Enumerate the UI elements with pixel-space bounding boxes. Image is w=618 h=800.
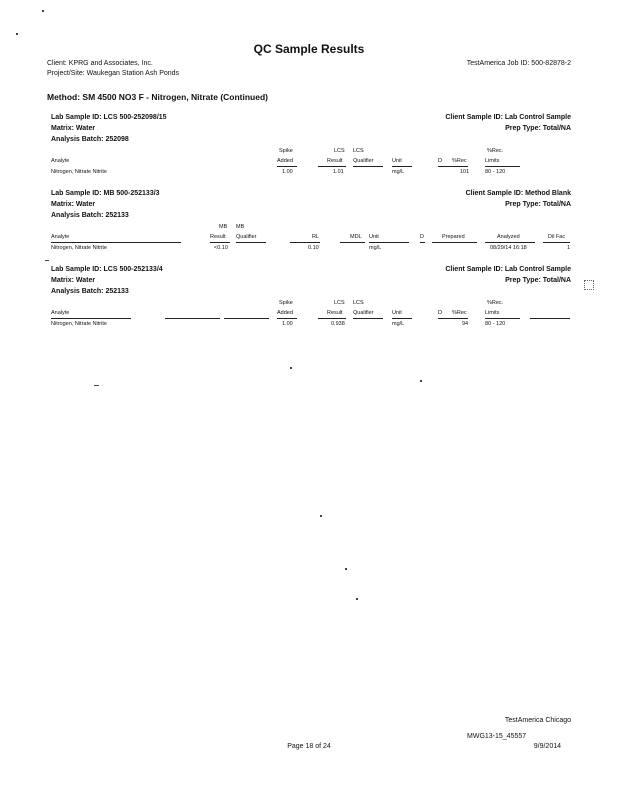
header-lcs-2: LCS [353, 300, 364, 306]
col-qualifier: Qualifier [236, 234, 257, 240]
page-title: QC Sample Results [253, 42, 365, 56]
header-rec: %Rec. [487, 300, 504, 306]
prep-type: Prep Type: Total/NA [505, 277, 571, 284]
row-limits: 80 - 120 [485, 321, 506, 327]
header-lcs: LCS [334, 148, 345, 154]
col-prec: %Rec [452, 310, 467, 316]
col-analyte: Analyte [51, 310, 70, 316]
matrix: Matrix: Water [51, 125, 96, 132]
row-analyte: Nitrogen, Nitrate Nitrite [51, 169, 107, 175]
row-result: 0.938 [331, 321, 345, 327]
row-result: <0.10 [214, 245, 228, 251]
matrix: Matrix: Water [51, 201, 96, 208]
row-unit: mg/L [392, 321, 405, 327]
row-result: 1.01 [333, 169, 344, 175]
col-limits: Limits [485, 158, 500, 164]
row-limits: 80 - 120 [485, 169, 506, 175]
header-lcs: LCS [334, 300, 345, 306]
client-sample-id: Client Sample ID: Lab Control Sample [445, 266, 571, 273]
col-limits: Limits [485, 310, 500, 316]
lab-sample-id: Lab Sample ID: MB 500-252133/3 [51, 190, 160, 197]
analysis-batch: Analysis Batch: 252133 [51, 212, 129, 219]
row-unit: mg/L [369, 245, 382, 251]
col-qualifier: Qualifier [353, 310, 374, 316]
row-analyte: Nitrogen, Nitrate Nitrite [51, 245, 107, 251]
row-added: 1.00 [282, 321, 293, 327]
project-site: Project/Site: Waukegan Station Ash Ponds [47, 70, 180, 77]
col-added: Added [277, 158, 293, 164]
method-title: Method: SM 4500 NO3 F - Nitrogen, Nitrate (Continued) [47, 92, 269, 102]
header-spike: Spike [279, 148, 293, 154]
col-analyzed: Analyzed [497, 234, 520, 240]
row-added: 1.00 [282, 169, 293, 175]
col-unit: Unit [392, 158, 402, 164]
col-mdl: MDL [350, 234, 362, 240]
header-mb: MB [219, 224, 228, 230]
document-id: MWG13-15_45557 [467, 733, 527, 740]
col-result: Result [327, 158, 343, 164]
col-prepared: Prepared [442, 234, 465, 240]
client-sample-id: Client Sample ID: Method Blank [465, 190, 571, 197]
header-mb-2: MB [236, 224, 245, 230]
row-rl: 0.10 [308, 245, 319, 251]
col-added: Added [277, 310, 293, 316]
col-dilfac: Dil Fac [548, 234, 566, 240]
col-unit: Unit [392, 310, 402, 316]
row-dilfac: 1 [567, 245, 571, 251]
col-analyte: Analyte [51, 234, 70, 240]
row-prec: 101 [460, 169, 470, 175]
client-sample-id: Client Sample ID: Lab Control Sample [445, 114, 571, 121]
col-unit: Unit [369, 234, 379, 240]
analysis-batch: Analysis Batch: 252098 [51, 136, 129, 143]
header-rec: %Rec. [487, 148, 504, 154]
lab-sample-id: Lab Sample ID: LCS 500-252098/15 [51, 114, 167, 121]
client-name: Client: KPRG and Associates, Inc. [47, 60, 153, 67]
col-rl: RL [312, 234, 320, 240]
row-analyte: Nitrogen, Nitrate Nitrite [51, 321, 107, 327]
col-d: D [438, 158, 442, 164]
col-result: Result [210, 234, 226, 240]
page-number: Page 18 of 24 [287, 743, 331, 750]
col-qualifier: Qualifier [353, 158, 374, 164]
header-lcs-2: LCS [353, 148, 364, 154]
col-result: Result [327, 310, 343, 316]
row-prec: 94 [462, 321, 469, 327]
prep-type: Prep Type: Total/NA [505, 125, 571, 132]
row-analyzed: 08/29/14 16:18 [490, 245, 527, 251]
row-unit: mg/L [392, 169, 405, 175]
col-d: D [420, 234, 424, 240]
analysis-batch: Analysis Batch: 252133 [51, 288, 129, 295]
header-spike: Spike [279, 300, 293, 306]
job-id: TestAmerica Job ID: 500-82878-2 [466, 60, 571, 67]
footer-date: 9/9/2014 [533, 743, 561, 750]
col-d: D [438, 310, 442, 316]
col-analyte: Analyte [51, 158, 70, 164]
prep-type: Prep Type: Total/NA [505, 201, 571, 208]
lab-sample-id: Lab Sample ID: LCS 500-252133/4 [51, 266, 163, 273]
col-prec: %Rec [452, 158, 467, 164]
footer-lab: TestAmerica Chicago [504, 717, 571, 724]
matrix: Matrix: Water [51, 277, 96, 284]
